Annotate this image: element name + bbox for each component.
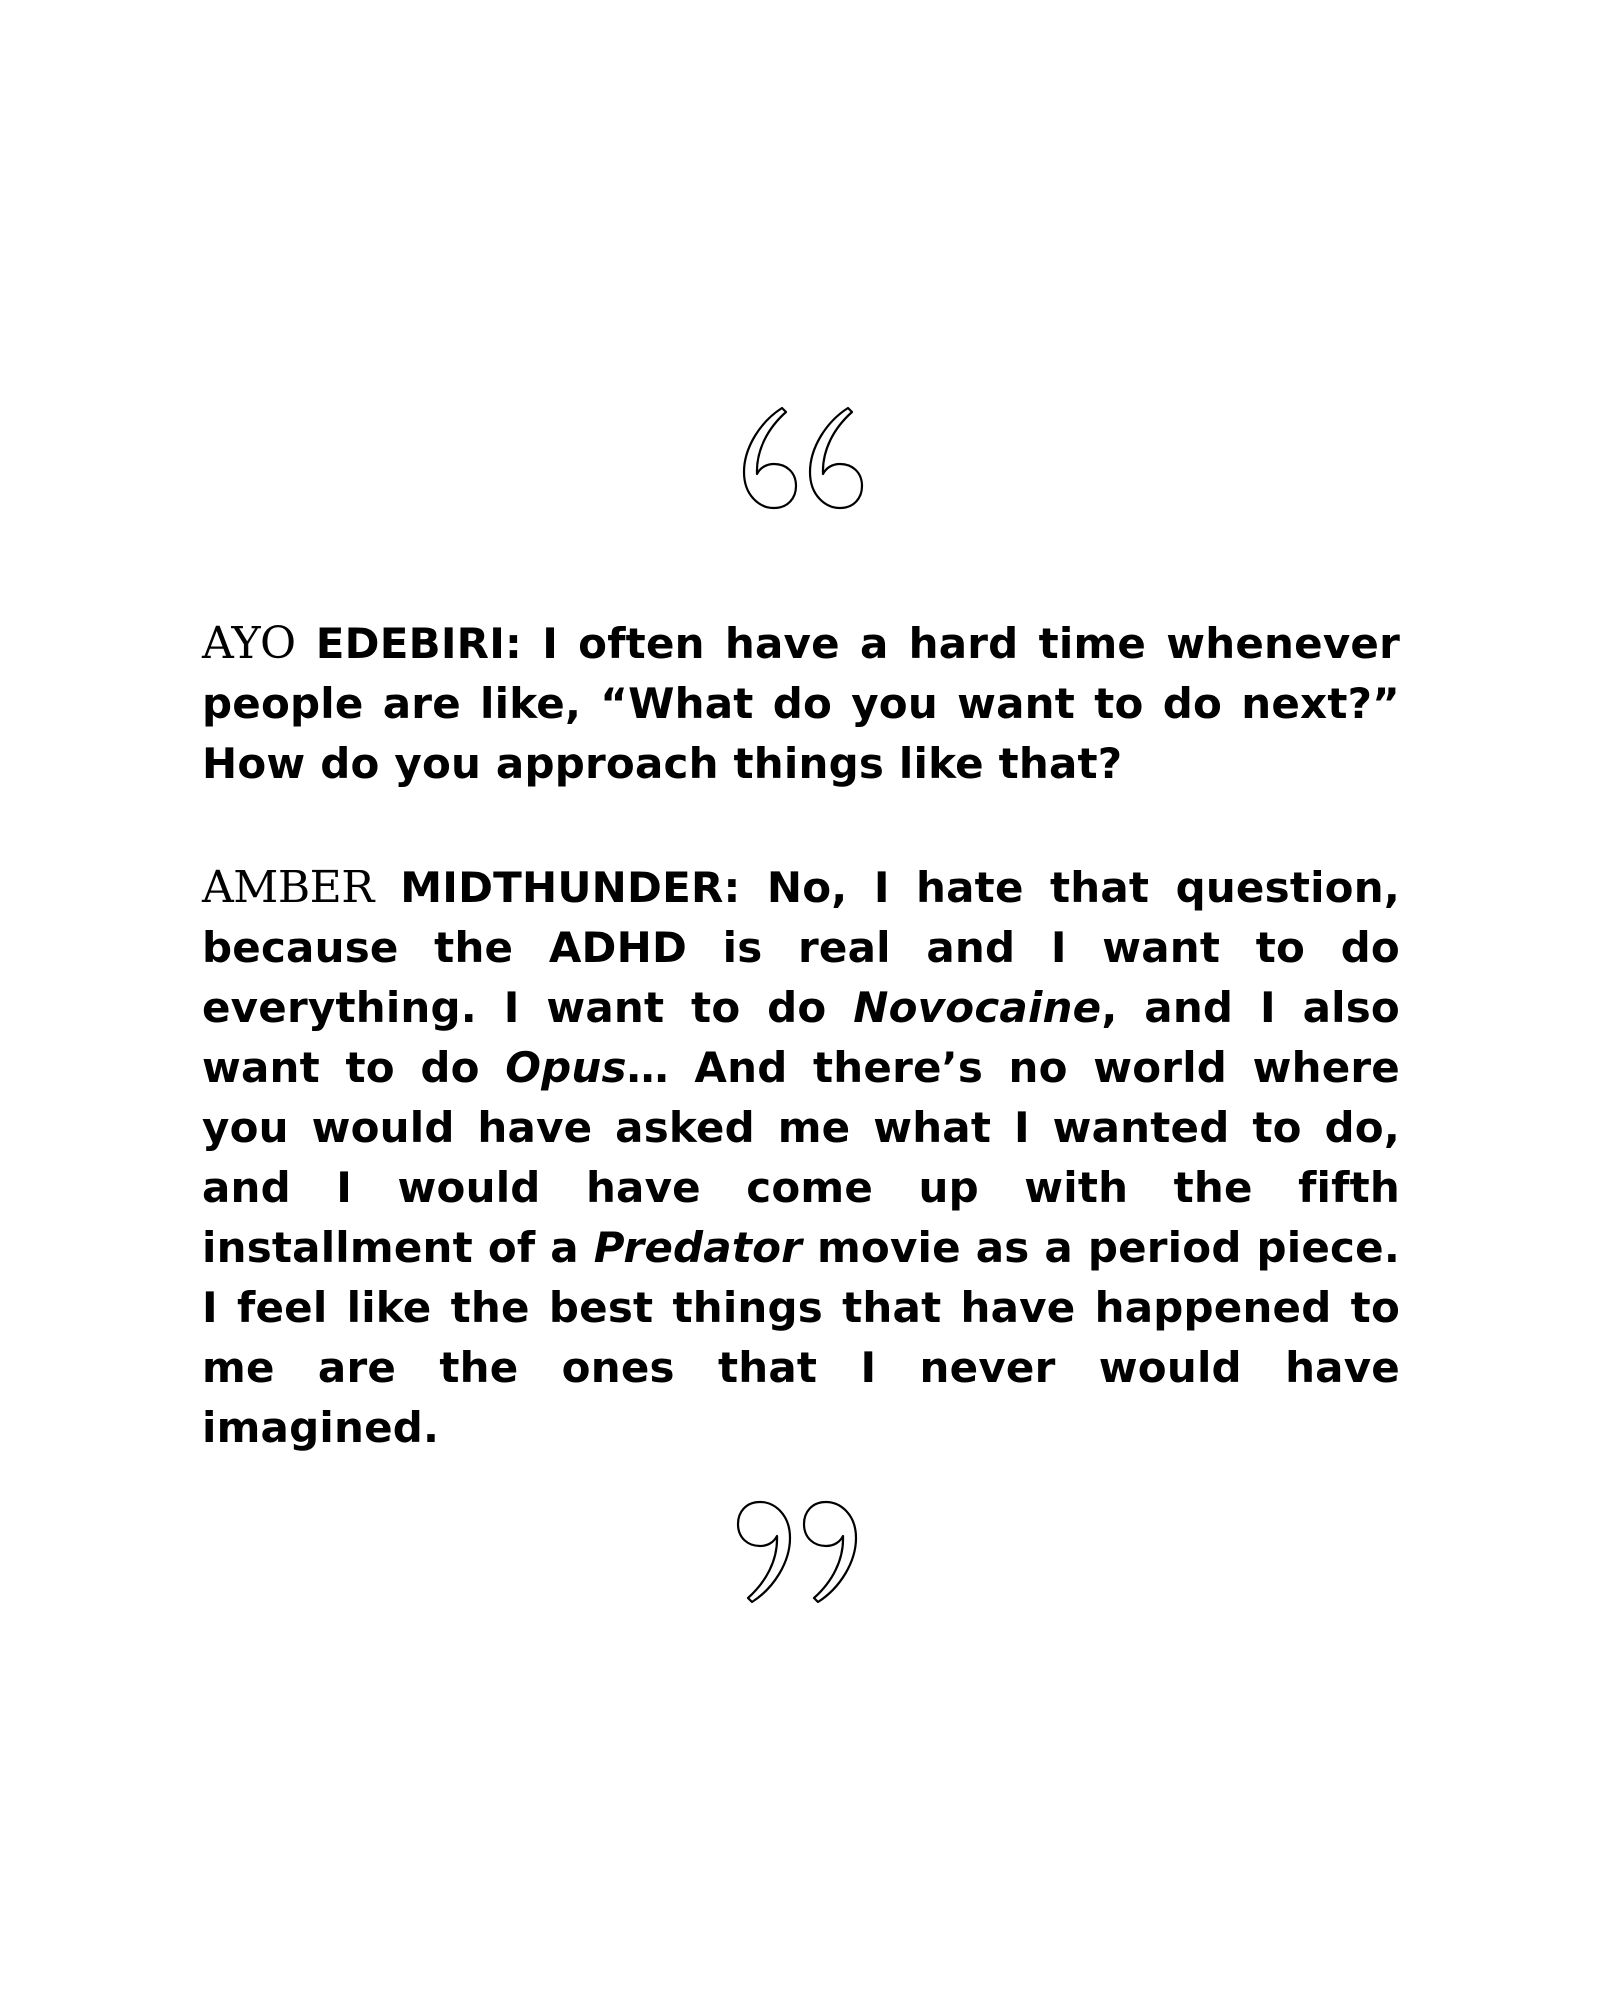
answer-text-4: movie as a period piece. I feel like the best things that have happened to me are the ones that I never would have imagined.: [202, 1223, 1400, 1452]
answer-paragraph: [202, 858, 1400, 1458]
interviewee-separator: :: [723, 863, 741, 912]
interviewee-last-name: MIDTHUNDER: [400, 863, 724, 912]
answer-text-1: No, I hate that question, because the ADHD is real and I want to do everything. I want to do: [202, 863, 1400, 1032]
answer-text-3: … And there’s no world where you would have asked me what I wanted to do, and I would have come up with the fifth installment of a: [202, 1043, 1400, 1272]
interviewer-last-name: EDEBIRI: [315, 619, 506, 668]
movie-title-opus: Opus: [505, 1043, 627, 1092]
question-text: I often have a hard time whenever people are like, “What do you want to do next?” How do you approach things like that?: [202, 619, 1400, 788]
answer-text-2: , and I also want to do: [202, 983, 1400, 1092]
interviewer-separator: :: [505, 619, 523, 668]
interview-text: [202, 614, 1400, 1522]
close-quote-icon: [730, 1490, 870, 1610]
open-quote-icon: [730, 400, 870, 520]
interviewer-first-name: AYO: [202, 618, 296, 669]
movie-title-predator: Predator: [593, 1223, 803, 1272]
movie-title-novocaine: Novocaine: [853, 983, 1102, 1032]
question-paragraph: [202, 614, 1400, 794]
interviewee-first-name: AMBER: [202, 862, 374, 913]
